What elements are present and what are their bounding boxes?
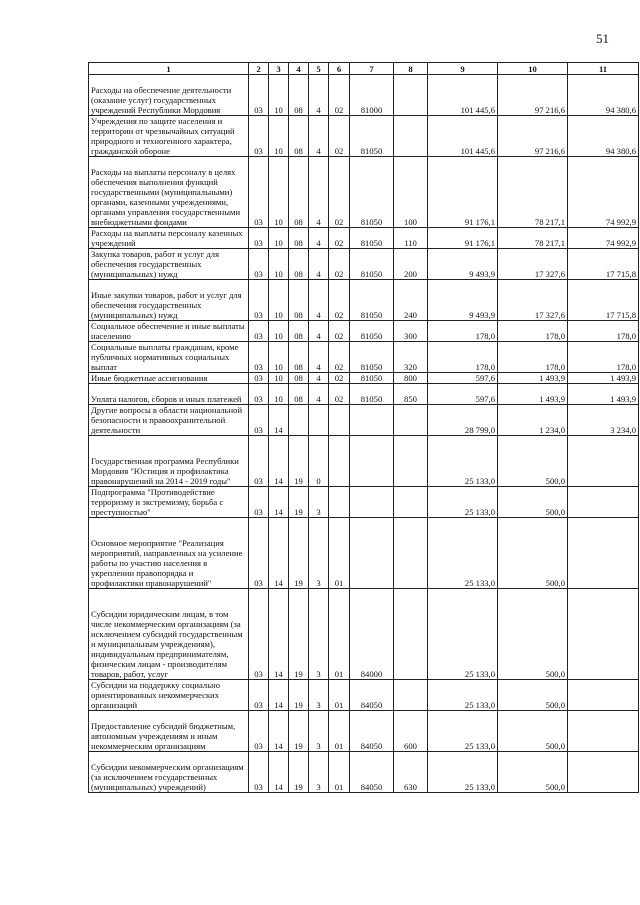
amount-col-10: 1 234,0 xyxy=(498,405,568,436)
table-row xyxy=(89,752,639,793)
code-col-7: 81050 xyxy=(350,384,394,405)
amount-col-9: 25 133,0 xyxy=(428,436,498,487)
code-col-3: 10 xyxy=(269,342,289,373)
code-col-2: 03 xyxy=(249,373,269,384)
table-row xyxy=(89,116,639,157)
code-col-7: 81050 xyxy=(350,157,394,228)
code-col-6: 02 xyxy=(329,342,350,373)
amount-col-11 xyxy=(568,436,639,487)
code-col-2: 03 xyxy=(249,75,269,116)
amount-col-10: 78 217,1 xyxy=(498,157,568,228)
code-col-4: 08 xyxy=(289,116,309,157)
column-header-7: 7 xyxy=(350,63,394,75)
code-col-5: 4 xyxy=(309,373,329,384)
code-col-8 xyxy=(394,75,428,116)
amount-col-10: 17 327,6 xyxy=(498,280,568,321)
code-col-8: 300 xyxy=(394,321,428,342)
code-col-3: 14 xyxy=(269,711,289,752)
amount-col-11 xyxy=(568,518,639,589)
code-col-6: 02 xyxy=(329,321,350,342)
amount-col-9: 25 133,0 xyxy=(428,711,498,752)
code-col-6 xyxy=(329,487,350,518)
code-col-5: 3 xyxy=(309,711,329,752)
code-col-5: 4 xyxy=(309,384,329,405)
code-col-3: 14 xyxy=(269,487,289,518)
code-col-5: 4 xyxy=(309,321,329,342)
amount-col-11: 178,0 xyxy=(568,342,639,373)
row-name: Социальные выплаты гражданам, кроме публичных нормативных социальных выплат xyxy=(89,342,249,373)
code-col-4 xyxy=(289,405,309,436)
code-col-3: 10 xyxy=(269,321,289,342)
amount-col-10: 78 217,1 xyxy=(498,228,568,249)
amount-col-9: 25 133,0 xyxy=(428,680,498,711)
code-col-6 xyxy=(329,405,350,436)
column-header-10: 10 xyxy=(498,63,568,75)
code-col-6: 02 xyxy=(329,75,350,116)
table-row xyxy=(89,405,639,436)
code-col-6: 02 xyxy=(329,116,350,157)
amount-col-11 xyxy=(568,487,639,518)
table-row xyxy=(89,342,639,373)
code-col-5: 4 xyxy=(309,228,329,249)
amount-col-11: 74 992,9 xyxy=(568,157,639,228)
code-col-7: 84050 xyxy=(350,752,394,793)
row-name: Учреждения по защите населения и территории от чрезвычайных ситуаций природного и техногенного характера, гражданской обороне xyxy=(89,116,249,157)
code-col-7: 81050 xyxy=(350,321,394,342)
amount-col-10: 500,0 xyxy=(498,518,568,589)
amount-col-9: 101 445,6 xyxy=(428,75,498,116)
amount-col-9: 178,0 xyxy=(428,321,498,342)
amount-col-11: 94 380,6 xyxy=(568,75,639,116)
amount-col-11 xyxy=(568,680,639,711)
table-row xyxy=(89,228,639,249)
amount-col-11: 94 380,6 xyxy=(568,116,639,157)
amount-col-9: 9 493,9 xyxy=(428,249,498,280)
code-col-3: 14 xyxy=(269,436,289,487)
code-col-2: 03 xyxy=(249,405,269,436)
code-col-5: 3 xyxy=(309,589,329,680)
table-body xyxy=(89,75,639,793)
code-col-3: 14 xyxy=(269,752,289,793)
code-col-8 xyxy=(394,116,428,157)
code-col-8: 240 xyxy=(394,280,428,321)
column-header-4: 4 xyxy=(289,63,309,75)
table-row xyxy=(89,711,639,752)
code-col-5: 3 xyxy=(309,680,329,711)
code-col-2: 03 xyxy=(249,384,269,405)
table-row xyxy=(89,589,639,680)
amount-col-10: 500,0 xyxy=(498,680,568,711)
code-col-8: 800 xyxy=(394,373,428,384)
code-col-4: 19 xyxy=(289,518,309,589)
code-col-7: 81050 xyxy=(350,228,394,249)
code-col-2: 03 xyxy=(249,342,269,373)
code-col-6: 01 xyxy=(329,518,350,589)
code-col-2: 03 xyxy=(249,487,269,518)
amount-col-11: 178,0 xyxy=(568,321,639,342)
code-col-8 xyxy=(394,589,428,680)
amount-col-10: 97 216,6 xyxy=(498,116,568,157)
table-row xyxy=(89,384,639,405)
amount-col-11: 1 493,9 xyxy=(568,384,639,405)
column-header-1: 1 xyxy=(89,63,249,75)
amount-col-11 xyxy=(568,589,639,680)
code-col-3: 10 xyxy=(269,75,289,116)
amount-col-9: 25 133,0 xyxy=(428,589,498,680)
amount-col-9: 28 799,0 xyxy=(428,405,498,436)
code-col-7: 84050 xyxy=(350,711,394,752)
amount-col-11: 17 715,8 xyxy=(568,249,639,280)
amount-col-11 xyxy=(568,711,639,752)
table-row xyxy=(89,75,639,116)
code-col-8: 630 xyxy=(394,752,428,793)
code-col-2: 03 xyxy=(249,589,269,680)
amount-col-9: 101 445,6 xyxy=(428,116,498,157)
code-col-7 xyxy=(350,518,394,589)
column-header-5: 5 xyxy=(309,63,329,75)
code-col-8: 100 xyxy=(394,157,428,228)
code-col-2: 03 xyxy=(249,752,269,793)
code-col-3: 10 xyxy=(269,249,289,280)
row-name: Подпрограмма "Противодействие терроризму и экстремизму, борьба с преступностью" xyxy=(89,487,249,518)
code-col-6: 01 xyxy=(329,589,350,680)
code-col-8: 200 xyxy=(394,249,428,280)
code-col-7: 81050 xyxy=(350,342,394,373)
code-col-7: 84000 xyxy=(350,589,394,680)
code-col-7: 81050 xyxy=(350,116,394,157)
code-col-6: 02 xyxy=(329,249,350,280)
amount-col-11: 74 992,9 xyxy=(568,228,639,249)
row-name: Предоставление субсидий бюджетным, автономным учреждениям и иным некоммерческим организациям xyxy=(89,711,249,752)
code-col-4: 19 xyxy=(289,436,309,487)
code-col-4: 08 xyxy=(289,249,309,280)
code-col-8 xyxy=(394,436,428,487)
code-col-4: 08 xyxy=(289,321,309,342)
column-header-6: 6 xyxy=(329,63,350,75)
code-col-6: 02 xyxy=(329,157,350,228)
code-col-2: 03 xyxy=(249,116,269,157)
code-col-5: 4 xyxy=(309,342,329,373)
code-col-8 xyxy=(394,405,428,436)
amount-col-10: 178,0 xyxy=(498,342,568,373)
code-col-5: 4 xyxy=(309,75,329,116)
code-col-2: 03 xyxy=(249,680,269,711)
amount-col-11: 1 493,9 xyxy=(568,373,639,384)
table-row xyxy=(89,321,639,342)
code-col-3: 10 xyxy=(269,228,289,249)
row-name: Субсидии юридическим лицам, в том числе некоммерческим организациям (за исключением субсидий государственным и муниципальным учреждениям), индивидуальным предпринимателям, физическим лицам - производителям товаров, работ, услуг xyxy=(89,589,249,680)
amount-col-10: 500,0 xyxy=(498,487,568,518)
code-col-5: 0 xyxy=(309,436,329,487)
row-name: Иные бюджетные ассигнования xyxy=(89,373,249,384)
code-col-8 xyxy=(394,487,428,518)
code-col-8: 320 xyxy=(394,342,428,373)
code-col-5: 4 xyxy=(309,280,329,321)
column-header-9: 9 xyxy=(428,63,498,75)
budget-table xyxy=(88,62,639,793)
code-col-6: 02 xyxy=(329,280,350,321)
column-header-11: 11 xyxy=(568,63,639,75)
code-col-6: 01 xyxy=(329,752,350,793)
row-name: Социальное обеспечение и иные выплаты населению xyxy=(89,321,249,342)
code-col-5: 3 xyxy=(309,487,329,518)
code-col-3: 14 xyxy=(269,405,289,436)
code-col-7 xyxy=(350,487,394,518)
code-col-5: 4 xyxy=(309,116,329,157)
amount-col-11 xyxy=(568,752,639,793)
row-name: Иные закупки товаров, работ и услуг для обеспечения государственных (муниципальных) нужд xyxy=(89,280,249,321)
code-col-3: 10 xyxy=(269,280,289,321)
amount-col-9: 91 176,1 xyxy=(428,157,498,228)
code-col-4: 08 xyxy=(289,228,309,249)
code-col-2: 03 xyxy=(249,249,269,280)
amount-col-9: 25 133,0 xyxy=(428,518,498,589)
row-name: Уплата налогов, сборов и иных платежей xyxy=(89,384,249,405)
table-row xyxy=(89,436,639,487)
amount-col-9: 25 133,0 xyxy=(428,487,498,518)
code-col-6: 02 xyxy=(329,228,350,249)
amount-col-9: 25 133,0 xyxy=(428,752,498,793)
code-col-5: 4 xyxy=(309,157,329,228)
amount-col-10: 500,0 xyxy=(498,711,568,752)
amount-col-9: 9 493,9 xyxy=(428,280,498,321)
code-col-4: 19 xyxy=(289,487,309,518)
code-col-8: 850 xyxy=(394,384,428,405)
row-name: Расходы на выплаты персоналу в целях обеспечения выполнения функций государственными (муниципальными) органами, казенными учреждениями, органами управления государственными внебюджетными фондами xyxy=(89,157,249,228)
code-col-6: 02 xyxy=(329,384,350,405)
amount-col-9: 597,6 xyxy=(428,384,498,405)
code-col-8: 110 xyxy=(394,228,428,249)
row-name: Другие вопросы в области национальной безопасности и правоохранительной деятельности xyxy=(89,405,249,436)
amount-col-10: 178,0 xyxy=(498,321,568,342)
code-col-4: 08 xyxy=(289,157,309,228)
code-col-3: 14 xyxy=(269,518,289,589)
amount-col-11: 3 234,0 xyxy=(568,405,639,436)
code-col-2: 03 xyxy=(249,228,269,249)
code-col-7: 81050 xyxy=(350,280,394,321)
code-col-2: 03 xyxy=(249,280,269,321)
row-name: Расходы на выплаты персоналу казенных учреждений xyxy=(89,228,249,249)
amount-col-9: 91 176,1 xyxy=(428,228,498,249)
code-col-4: 08 xyxy=(289,384,309,405)
code-col-4: 08 xyxy=(289,373,309,384)
code-col-3: 10 xyxy=(269,384,289,405)
row-name: Расходы на обеспечение деятельности (оказание услуг) государственных учреждений Республики Мордовия xyxy=(89,75,249,116)
code-col-7: 81050 xyxy=(350,249,394,280)
code-col-8: 600 xyxy=(394,711,428,752)
code-col-7: 81000 xyxy=(350,75,394,116)
code-col-3: 10 xyxy=(269,373,289,384)
row-name: Закупка товаров, работ и услуг для обеспечения государственных (муниципальных) нужд xyxy=(89,249,249,280)
code-col-5: 3 xyxy=(309,752,329,793)
table-row xyxy=(89,373,639,384)
code-col-2: 03 xyxy=(249,436,269,487)
amount-col-10: 500,0 xyxy=(498,752,568,793)
code-col-5 xyxy=(309,405,329,436)
amount-col-10: 500,0 xyxy=(498,589,568,680)
code-col-2: 03 xyxy=(249,711,269,752)
code-col-4: 19 xyxy=(289,752,309,793)
code-col-7 xyxy=(350,405,394,436)
code-col-8 xyxy=(394,518,428,589)
code-col-3: 10 xyxy=(269,157,289,228)
code-col-6: 02 xyxy=(329,373,350,384)
table-row xyxy=(89,280,639,321)
amount-col-9: 597,6 xyxy=(428,373,498,384)
row-name: Субсидии некоммерческим организациям (за исключением государственных (муниципальных) учреждений) xyxy=(89,752,249,793)
amount-col-9: 178,0 xyxy=(428,342,498,373)
code-col-5: 4 xyxy=(309,249,329,280)
code-col-4: 08 xyxy=(289,342,309,373)
code-col-6 xyxy=(329,436,350,487)
code-col-4: 08 xyxy=(289,280,309,321)
table-row xyxy=(89,680,639,711)
code-col-4: 19 xyxy=(289,589,309,680)
code-col-7 xyxy=(350,436,394,487)
code-col-2: 03 xyxy=(249,321,269,342)
code-col-2: 03 xyxy=(249,518,269,589)
amount-col-10: 1 493,9 xyxy=(498,373,568,384)
row-name: Основное мероприятие "Реализация мероприятий, направленных на усиление работы по участию населения в укреплении правопорядка и профилактики правонарушений" xyxy=(89,518,249,589)
table-row xyxy=(89,249,639,280)
column-header-8: 8 xyxy=(394,63,428,75)
header-row xyxy=(89,63,639,75)
table-row xyxy=(89,157,639,228)
amount-col-10: 17 327,6 xyxy=(498,249,568,280)
amount-col-10: 1 493,9 xyxy=(498,384,568,405)
code-col-7: 81050 xyxy=(350,373,394,384)
table-row xyxy=(89,487,639,518)
code-col-4: 19 xyxy=(289,711,309,752)
code-col-7: 84050 xyxy=(350,680,394,711)
row-name: Государственная программа Республики Мордовия "Юстиция и профилактика правонарушений на 2014 - 2019 годы" xyxy=(89,436,249,487)
page-number: 51 xyxy=(596,31,609,46)
column-header-3: 3 xyxy=(269,63,289,75)
code-col-4: 19 xyxy=(289,680,309,711)
amount-col-10: 500,0 xyxy=(498,436,568,487)
code-col-3: 10 xyxy=(269,116,289,157)
code-col-4: 08 xyxy=(289,75,309,116)
row-name: Субсидии на поддержку социально ориентированных некоммерческих организаций xyxy=(89,680,249,711)
column-header-2: 2 xyxy=(249,63,269,75)
code-col-6: 01 xyxy=(329,680,350,711)
code-col-6: 01 xyxy=(329,711,350,752)
code-col-8 xyxy=(394,680,428,711)
code-col-2: 03 xyxy=(249,157,269,228)
code-col-5: 3 xyxy=(309,518,329,589)
code-col-3: 14 xyxy=(269,589,289,680)
amount-col-11: 17 715,8 xyxy=(568,280,639,321)
code-col-3: 14 xyxy=(269,680,289,711)
table-row xyxy=(89,518,639,589)
amount-col-10: 97 216,6 xyxy=(498,75,568,116)
